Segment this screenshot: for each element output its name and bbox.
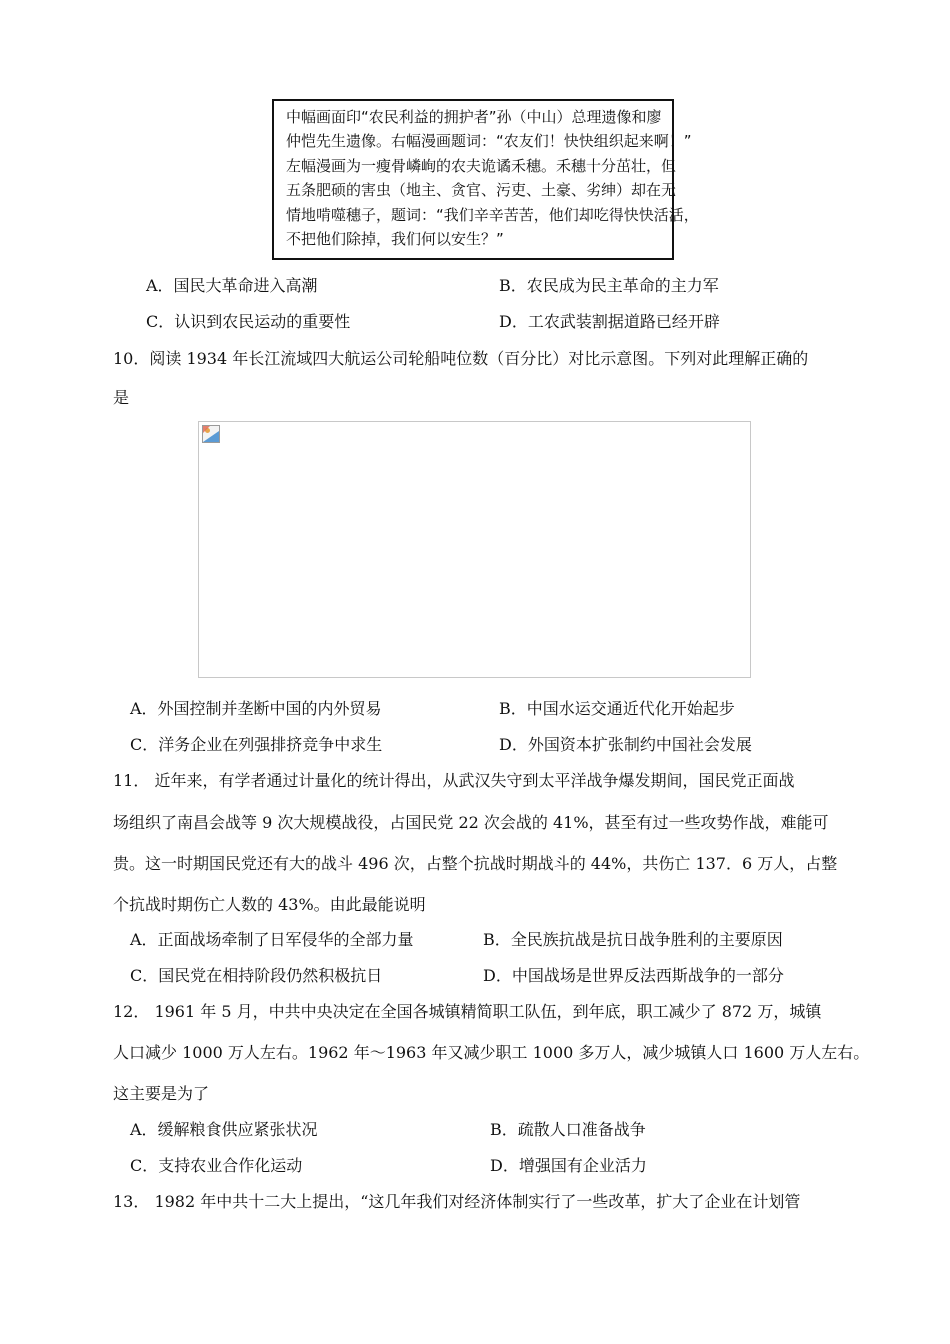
q10-stem: 10．阅读 1934 年长江流域四大航运公司轮船吨位数（百分比）对比示意图。下列对此理解正确的 bbox=[113, 349, 809, 368]
q11-stem-line: 贵。这一时期国民党还有大的战斗 496 次，占整个抗战时期战斗的 44%，共伤亡 137．6 万人，占整 bbox=[113, 854, 838, 873]
q10-image-placeholder bbox=[198, 421, 751, 678]
q13-stem: 13． 1982 年中共十二大上提出，“这几年我们对经济体制实行了一些改革，扩大了企业在计划管 bbox=[113, 1192, 801, 1211]
q11-option-a: A．正面战场牵制了日军侵华的全部力量 bbox=[130, 930, 414, 949]
q10-option-b: B．中国水运交通近代化开始起步 bbox=[499, 699, 735, 718]
q10-option-c: C．洋务企业在列强排挤竞争中求生 bbox=[130, 735, 383, 754]
q9-option-c: C．认识到农民运动的重要性 bbox=[146, 312, 351, 331]
q11-stem-line: 11． 近年来，有学者通过计量化的统计得出，从武汉失守到太平洋战争爆发期间，国民党正面战 bbox=[113, 771, 795, 790]
q10-option-d: D．外国资本扩张制约中国社会发展 bbox=[499, 735, 752, 754]
q12-stem-line: 这主要是为了 bbox=[113, 1084, 210, 1103]
q11-option-b: B．全民族抗战是抗日战争胜利的主要原因 bbox=[483, 930, 783, 949]
q12-option-a: A．缓解粮食供应紧张状况 bbox=[130, 1120, 318, 1139]
q11-stem-line: 场组织了南昌会战等 9 次大规模战役，占国民党 22 次会战的 41%，甚至有过一些攻势作战，难能可 bbox=[113, 813, 829, 832]
q9-quote-line: 中幅画面印“农民利益的拥护者”孙（中山）总理遗像和廖 bbox=[286, 108, 662, 126]
q9-option-b: B．农民成为民主革命的主力军 bbox=[499, 276, 719, 295]
q10-option-a: A．外国控制并垄断中国的内外贸易 bbox=[130, 699, 382, 718]
q12-stem-line: 人口减少 1000 万人左右。1962 年～1963 年又减少职工 1000 多万人，减少城镇人口 1600 万人左右。 bbox=[113, 1043, 870, 1062]
q12-option-b: B．疏散人口准备战争 bbox=[490, 1120, 646, 1139]
q9-quote-line: 仲恺先生遗像。右幅漫画题词：“农友们！快快组织起来啊！” bbox=[286, 132, 692, 150]
q9-option-a: A．国民大革命进入高潮 bbox=[146, 276, 318, 295]
q9-quote-box bbox=[272, 99, 699, 260]
q12-option-d: D．增强国有企业活力 bbox=[490, 1156, 647, 1175]
q9-quote-line: 五条肥硕的害虫（地主、贪官、污吏、土豪、劣绅）却在无 bbox=[286, 181, 677, 199]
q11-option-c: C．国民党在相持阶段仍然积极抗日 bbox=[130, 966, 383, 985]
q12-stem-line: 12． 1961 年 5 月，中共中央决定在全国各城镇精简职工队伍，到年底，职工减少了 872 万，城镇 bbox=[113, 1002, 822, 1021]
q9-quote-line: 情地啃噬穗子，题词：“我们辛辛苦苦，他们却吃得快快活活， bbox=[286, 206, 699, 224]
q11-stem-line: 个抗战时期伤亡人数的 43%。由此最能说明 bbox=[113, 895, 426, 914]
q9-quote-line: 左幅漫画为一瘦骨嶙峋的农夫诡谲禾穗。禾穗十分茁壮，但 bbox=[286, 157, 677, 175]
q10-stem-cont: 是 bbox=[113, 388, 130, 407]
broken-image-icon bbox=[202, 425, 220, 443]
q11-option-d: D．中国战场是世界反法西斯战争的一部分 bbox=[483, 966, 784, 985]
q12-option-c: C．支持农业合作化运动 bbox=[130, 1156, 303, 1175]
q9-quote-line: 不把他们除掉，我们何以安生？” bbox=[286, 230, 504, 248]
q9-option-d: D．工农武装割据道路已经开辟 bbox=[499, 312, 720, 331]
